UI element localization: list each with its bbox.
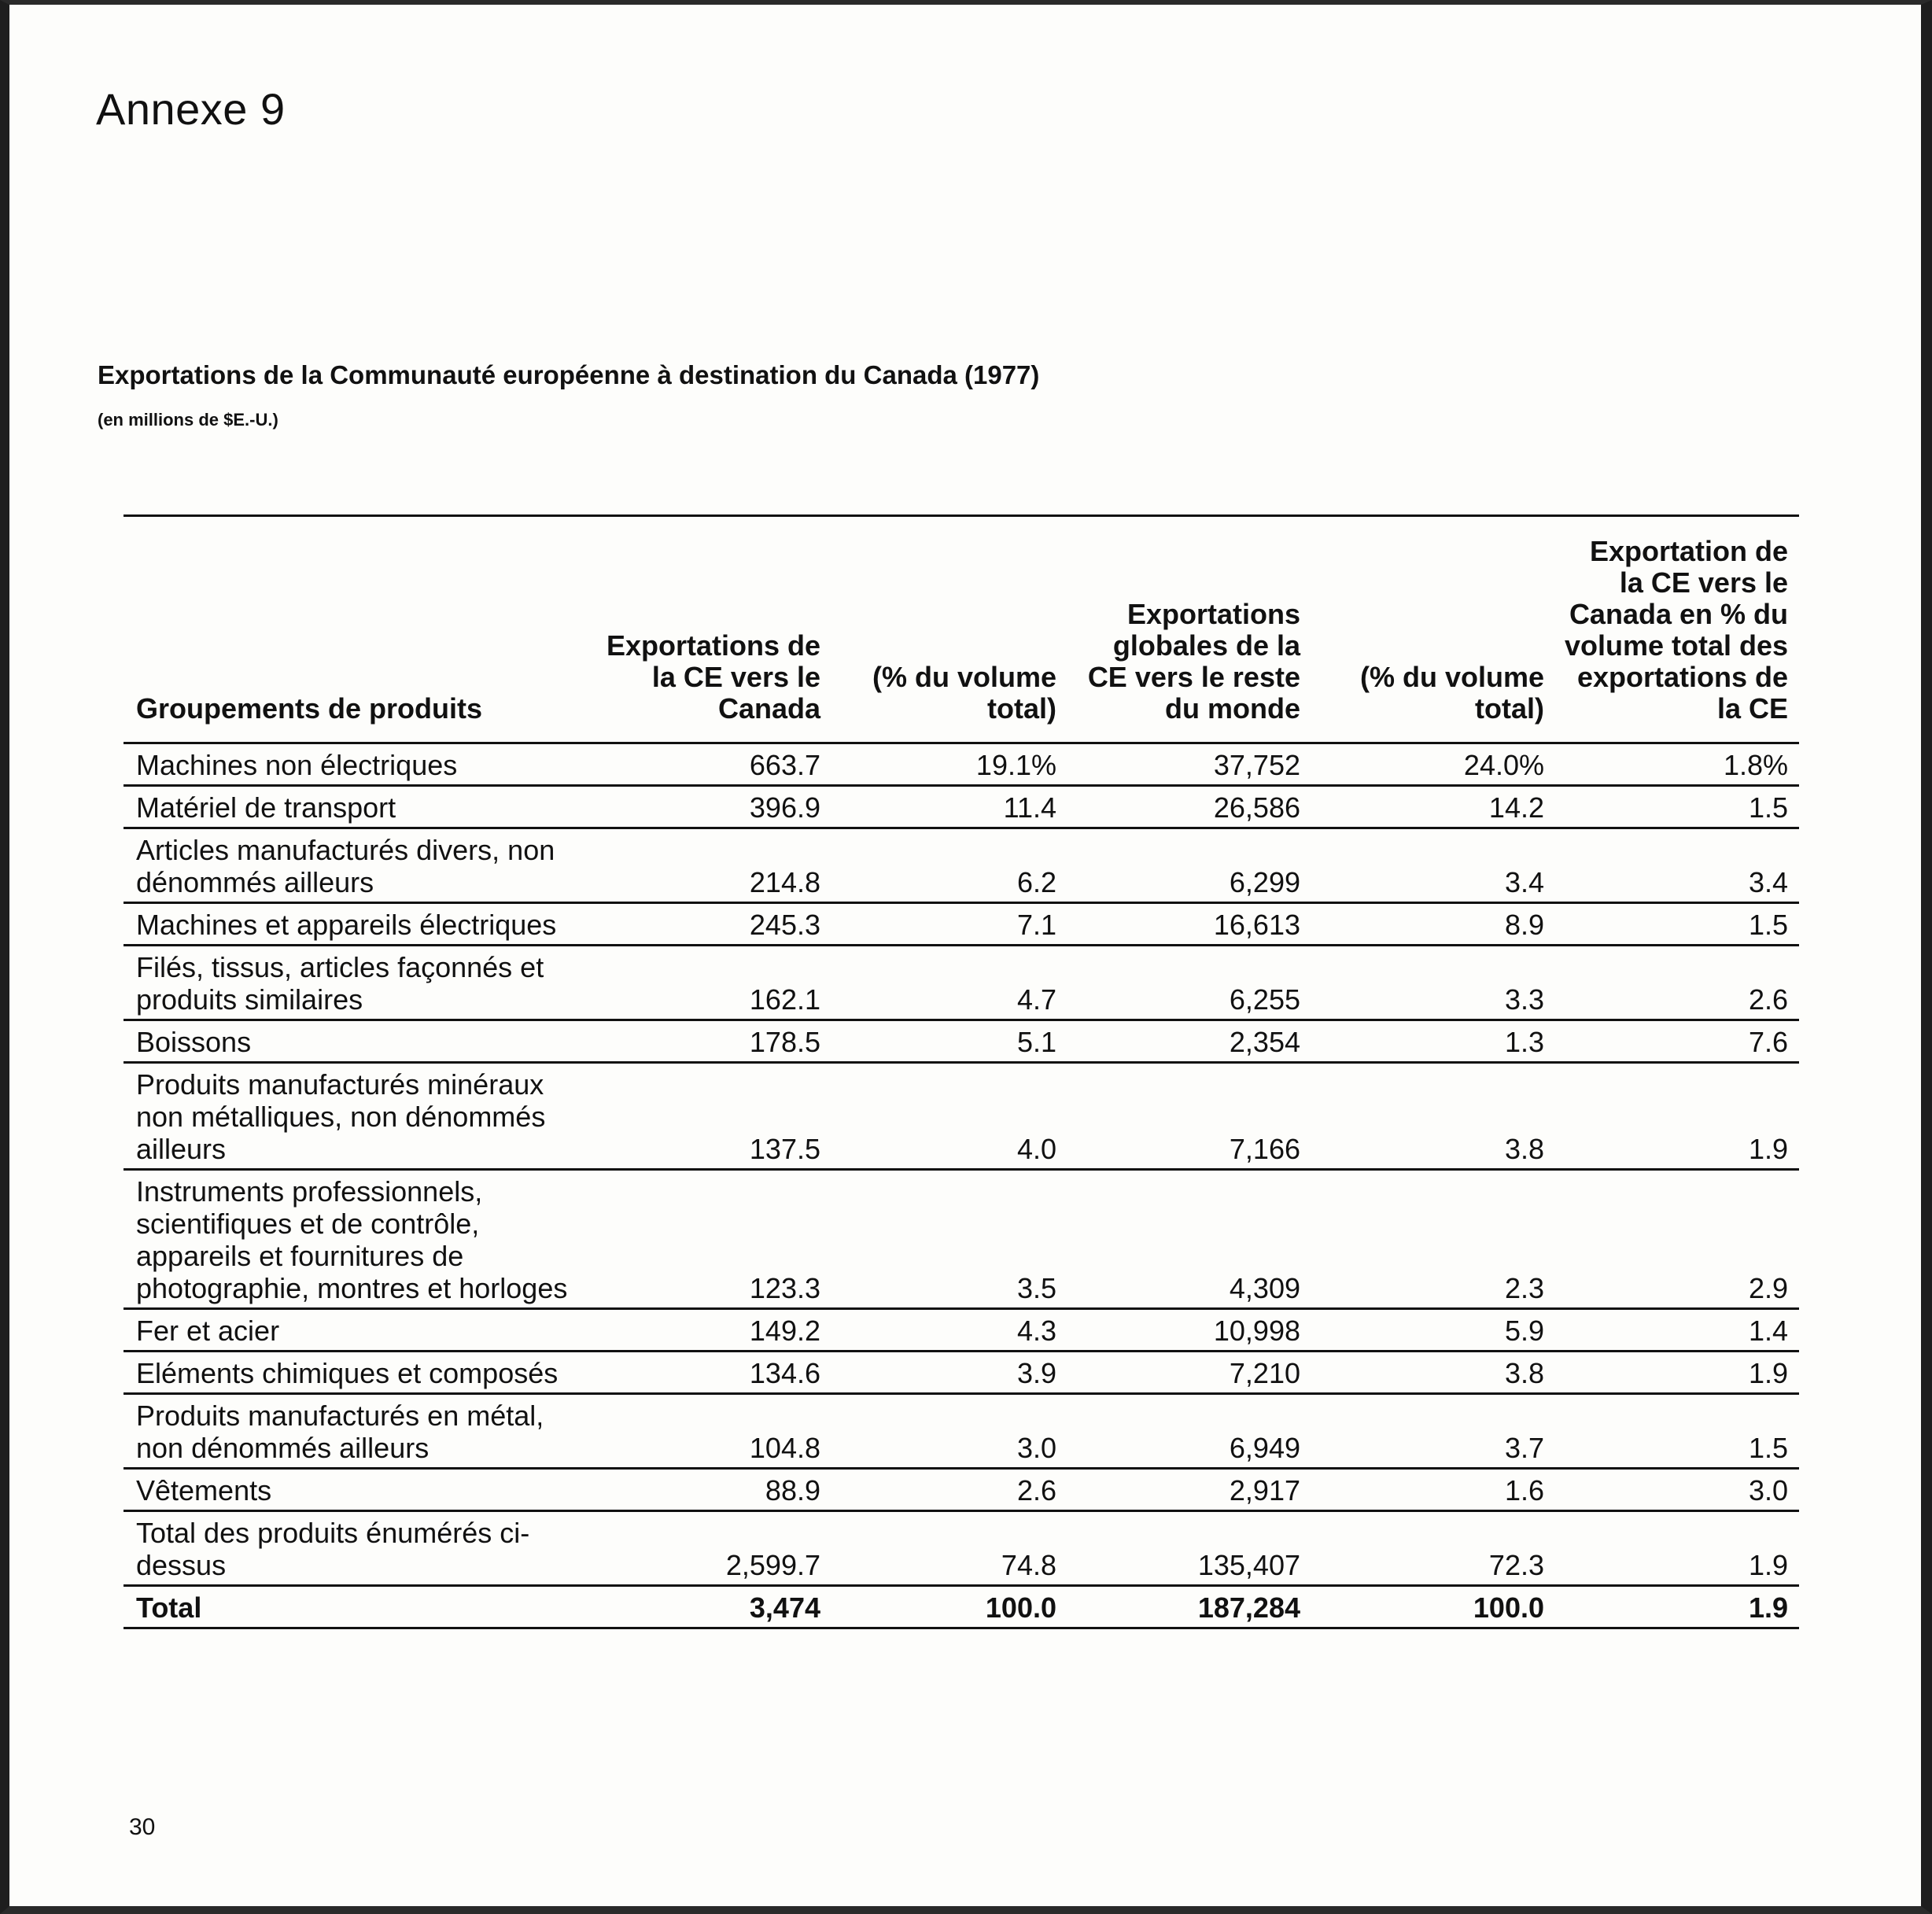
table-row [124,1170,1799,1309]
exports-to-canada-cell: 104.8 [595,1394,831,1469]
exports-rest-of-world-cell: 135,407 [1067,1511,1311,1586]
exports-rest-of-world-cell: 187,284 [1067,1586,1311,1628]
exports-to-canada-cell: 88.9 [595,1469,831,1511]
pct-volume-world-cell: 72.3 [1311,1511,1555,1586]
product-cell: Articles manufacturés divers, non dénommés ailleurs [124,828,595,903]
canada-share-cell: 3.4 [1555,828,1799,903]
pct-volume-canada-cell: 7.1 [831,903,1067,946]
exports-rest-of-world-cell: 4,309 [1067,1170,1311,1309]
product-cell: Machines et appareils électriques [124,903,595,946]
header-product-group: Groupements de produits [136,692,483,725]
canada-share-cell: 3.0 [1555,1469,1799,1511]
table-subtitle: (en millions de $E.-U.) [98,410,278,430]
canada-share-cell: 1.8% [1555,743,1799,786]
product-cell: Total des produits énumérés ci-dessus [124,1511,595,1586]
canada-share-cell: 2.9 [1555,1170,1799,1309]
pct-volume-world-cell: 24.0% [1311,743,1555,786]
table-row [124,1586,1799,1628]
pct-volume-world-cell: 100.0 [1311,1586,1555,1628]
table-row [124,828,1799,903]
pct-volume-world-cell: 8.9 [1311,903,1555,946]
pct-volume-canada-cell: 4.0 [831,1063,1067,1170]
exports-rest-of-world-cell: 16,613 [1067,903,1311,946]
exports-to-canada-cell: 3,474 [595,1586,831,1628]
pct-volume-canada-cell: 2.6 [831,1469,1067,1511]
header-exports-rest-of-world: Exportations globales de la CE vers le reste du monde [1087,598,1300,725]
canada-share-cell: 2.6 [1555,946,1799,1020]
pct-volume-canada-cell: 3.0 [831,1394,1067,1469]
canada-share-cell: 1.9 [1555,1063,1799,1170]
exports-rest-of-world-cell: 2,354 [1067,1020,1311,1063]
table-title: Exportations de la Communauté européenne à destination du Canada (1977) [98,360,1040,389]
table-row [124,1469,1799,1511]
header-pct-volume-canada: (% du volume total) [872,661,1056,725]
exports-rest-of-world-cell: 10,998 [1067,1309,1311,1352]
exports-rest-of-world-cell: 7,166 [1067,1063,1311,1170]
annex-title: Annexe 9 [96,84,286,134]
canada-share-cell: 1.9 [1555,1352,1799,1394]
pct-volume-canada-cell: 3.9 [831,1352,1067,1394]
pct-volume-world-cell: 3.3 [1311,946,1555,1020]
pct-volume-canada-cell: 5.1 [831,1020,1067,1063]
table-row [124,743,1799,786]
exports-to-canada-cell: 178.5 [595,1020,831,1063]
pct-volume-world-cell: 2.3 [1311,1170,1555,1309]
page-number: 30 [129,1814,156,1840]
export-table [124,514,1799,1629]
product-cell: Produits manufacturés minéraux non métalliques, non dénommés ailleurs [124,1063,595,1170]
header-exports-to-canada: Exportations de la CE vers le Canada [606,629,820,725]
canada-share-cell: 1.9 [1555,1586,1799,1628]
exports-to-canada-cell: 214.8 [595,828,831,903]
exports-to-canada-cell: 123.3 [595,1170,831,1309]
product-cell: Produits manufacturés en métal, non dénommés ailleurs [124,1394,595,1469]
pct-volume-world-cell: 3.4 [1311,828,1555,903]
table-row [124,1394,1799,1469]
table-row [124,1352,1799,1394]
canada-share-cell: 1.9 [1555,1511,1799,1586]
pct-volume-world-cell: 5.9 [1311,1309,1555,1352]
exports-rest-of-world-cell: 6,299 [1067,828,1311,903]
exports-rest-of-world-cell: 2,917 [1067,1469,1311,1511]
exports-rest-of-world-cell: 6,255 [1067,946,1311,1020]
exports-rest-of-world-cell: 26,586 [1067,786,1311,828]
exports-to-canada-cell: 149.2 [595,1309,831,1352]
product-cell: Eléments chimiques et composés [124,1352,595,1394]
table-row [124,1511,1799,1586]
exports-to-canada-cell: 162.1 [595,946,831,1020]
product-cell: Machines non électriques [124,743,595,786]
pct-volume-canada-cell: 3.5 [831,1170,1067,1309]
product-cell: Instruments professionnels, scientifiques et de contrôle, appareils et fournitures de photographie, montres et horloges [124,1170,595,1309]
canada-share-cell: 7.6 [1555,1020,1799,1063]
pct-volume-canada-cell: 19.1% [831,743,1067,786]
exports-rest-of-world-cell: 6,949 [1067,1394,1311,1469]
header-canada-share-of-exports: Exportation de la CE vers le Canada en % du volume total des exportations de la CE [1564,535,1788,725]
table-row [124,1063,1799,1170]
table-header-row [124,516,1799,743]
exports-to-canada-cell: 134.6 [595,1352,831,1394]
pct-volume-canada-cell: 74.8 [831,1511,1067,1586]
export-table-container [124,514,1799,1629]
pct-volume-world-cell: 3.7 [1311,1394,1555,1469]
product-cell: Total [124,1586,595,1628]
pct-volume-canada-cell: 11.4 [831,786,1067,828]
exports-to-canada-cell: 137.5 [595,1063,831,1170]
table-row [124,786,1799,828]
pct-volume-world-cell: 1.6 [1311,1469,1555,1511]
product-cell: Vêtements [124,1469,595,1511]
table-row [124,903,1799,946]
product-cell: Boissons [124,1020,595,1063]
pct-volume-canada-cell: 100.0 [831,1586,1067,1628]
exports-to-canada-cell: 245.3 [595,903,831,946]
pct-volume-world-cell: 1.3 [1311,1020,1555,1063]
exports-rest-of-world-cell: 7,210 [1067,1352,1311,1394]
exports-to-canada-cell: 2,599.7 [595,1511,831,1586]
table-row [124,946,1799,1020]
pct-volume-world-cell: 3.8 [1311,1063,1555,1170]
exports-to-canada-cell: 663.7 [595,743,831,786]
product-cell: Filés, tissus, articles façonnés et produits similaires [124,946,595,1020]
canada-share-cell: 1.4 [1555,1309,1799,1352]
exports-rest-of-world-cell: 37,752 [1067,743,1311,786]
canada-share-cell: 1.5 [1555,1394,1799,1469]
pct-volume-world-cell: 3.8 [1311,1352,1555,1394]
product-cell: Matériel de transport [124,786,595,828]
canada-share-cell: 1.5 [1555,903,1799,946]
header-pct-volume-world: (% du volume total) [1359,661,1544,725]
table-row [124,1309,1799,1352]
canada-share-cell: 1.5 [1555,786,1799,828]
table-row [124,1020,1799,1063]
pct-volume-canada-cell: 4.7 [831,946,1067,1020]
pct-volume-canada-cell: 4.3 [831,1309,1067,1352]
product-cell: Fer et acier [124,1309,595,1352]
exports-to-canada-cell: 396.9 [595,786,831,828]
table-body [124,743,1799,1628]
pct-volume-canada-cell: 6.2 [831,828,1067,903]
pct-volume-world-cell: 14.2 [1311,786,1555,828]
